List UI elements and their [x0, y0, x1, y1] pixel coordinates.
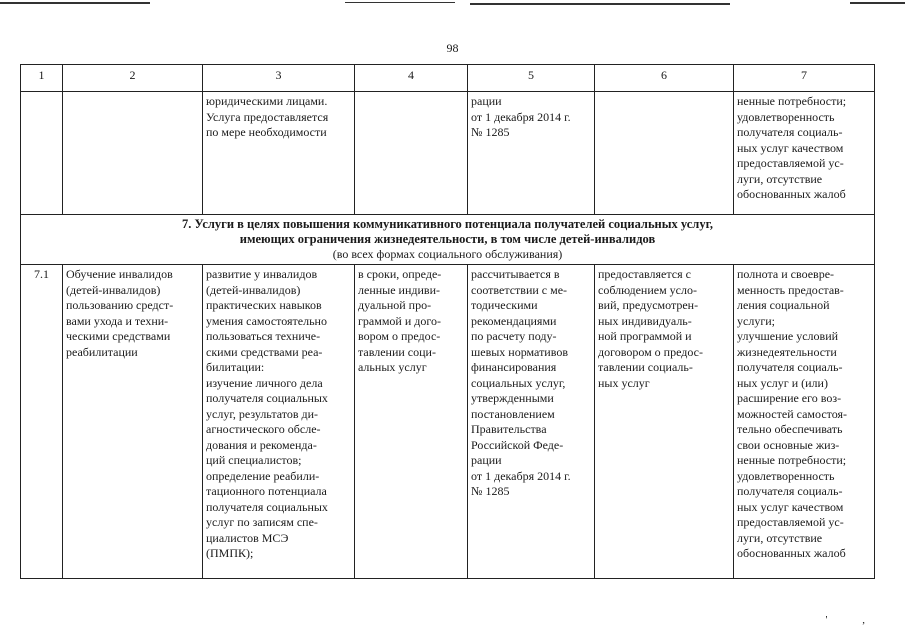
text-line: удовлетворенность [737, 468, 835, 483]
header-cell: 7 [734, 65, 875, 92]
cell-terms [355, 92, 468, 215]
section-subtitle: (во всех формах социального обслуживания) [332, 247, 563, 261]
text-line: луги, отсутствие [737, 530, 823, 545]
cell-number [21, 92, 63, 215]
text-line: ческими средствами [66, 329, 171, 343]
text-line: обоснованных жалоб [737, 187, 846, 201]
text-line: ных услуг и (или) [737, 375, 828, 390]
text-line: удовлетворенность [737, 109, 835, 124]
text-line: Услуга предоставляется [206, 109, 329, 124]
text-line: ненные потребности; [737, 94, 847, 108]
text-line: расширение его воз- [737, 391, 842, 405]
scan-artifact [850, 2, 905, 4]
text-line: в сроки, опреде- [358, 267, 442, 281]
text-line: граммой и дого- [358, 313, 442, 328]
text-line: билитации: [206, 360, 265, 374]
text-line: услуги; [737, 313, 775, 328]
header-cell: 5 [468, 65, 595, 92]
text-line: дования и рекоменда- [206, 437, 317, 452]
scan-artifact [470, 3, 730, 5]
cell-conditions [595, 265, 734, 579]
text-line: вором о предос- [358, 329, 441, 343]
header-cell: 1 [21, 65, 63, 92]
text-line: рации [471, 453, 502, 467]
text-line: (детей-инвалидов) [206, 282, 301, 297]
text-line: по расчету поду- [471, 329, 557, 343]
text-line: пользованию средст- [66, 298, 174, 312]
text-line: циалистов МСЭ [206, 530, 289, 545]
text-line: от 1 декабря 2014 г. [471, 109, 571, 124]
cell-quality [734, 92, 875, 215]
page-number: 98 [446, 41, 459, 55]
text-line: реабилитации [66, 344, 138, 359]
text-line: предоставляемой ус- [737, 515, 844, 529]
text-line: вами ухода и техни- [66, 313, 169, 328]
cell-description [203, 265, 355, 579]
text-line: Российской Феде- [471, 437, 564, 452]
cell-conditions [595, 92, 734, 215]
text-line: изучение личного дела [206, 375, 323, 390]
text-line: (детей-инвалидов) [66, 282, 161, 297]
text-line: полнота и своевре- [737, 267, 835, 281]
text-line: от 1 декабря 2014 г. [471, 468, 571, 483]
text-line: развитие у инвалидов [206, 267, 318, 281]
text-line: ных индивидуаль- [598, 313, 692, 328]
text-line: дуальной про- [358, 298, 432, 312]
text-line: тодическими [471, 298, 538, 312]
text-line: Правительства [471, 422, 547, 436]
cell-service-name [63, 265, 203, 579]
header-cell: 3 [203, 65, 355, 92]
text-line: ления социальной [737, 298, 830, 312]
table-row-7-1 [21, 265, 875, 579]
text-line: тавлении соци- [358, 344, 436, 359]
text-line: рации [471, 94, 502, 108]
text-line: определение реабили- [206, 468, 320, 483]
text-line: социальных услуг, [471, 375, 566, 390]
text-line: рекомендациями [471, 313, 557, 328]
scan-artifact [0, 2, 150, 4]
text-line: Обучение инвалидов [66, 267, 173, 281]
text-line: № 1285 [471, 484, 510, 498]
text-line: тационного потенциала [206, 484, 327, 498]
text-line: получателя социальных [206, 391, 328, 405]
text-line: скими средствами реа- [206, 344, 323, 359]
text-line: пользоваться техниче- [206, 329, 321, 343]
text-line: ных услуг [598, 375, 650, 390]
text-line: предоставляемой ус- [737, 156, 844, 170]
text-line: улучшение условий [737, 329, 839, 343]
text-line: услуг по записям спе- [206, 515, 318, 529]
text-line: шевых нормативов [471, 344, 568, 359]
cell-description [203, 92, 355, 215]
section-title-line: 7. Услуги в целях повышения коммуникативного потенциала получателей социальных услуг, [182, 217, 713, 231]
text-line: ций специалистов; [206, 453, 302, 467]
text-line: ненные потребности; [737, 453, 847, 467]
text-line: соблюдением усло- [598, 282, 697, 297]
text-line: вий, предусмотрен- [598, 298, 699, 312]
text-line: ных услуг качеством [737, 499, 844, 514]
text-line: рассчитывается в [471, 267, 560, 281]
column-number-header [21, 65, 875, 92]
text-line: ных услуг качеством [737, 140, 844, 155]
text-line: менность предостав- [737, 282, 844, 297]
text-line: (ПМПК); [206, 546, 254, 560]
text-line: тавлении социаль- [598, 360, 693, 374]
text-line: получателя социаль- [737, 484, 843, 498]
table-row-continued [21, 92, 875, 215]
header-cell: 4 [355, 65, 468, 92]
text-line: ленные индиви- [358, 282, 441, 297]
text-line: по мере необходимости [206, 125, 327, 139]
text-line: предоставляется с [598, 267, 691, 281]
text-line: договором о предос- [598, 344, 703, 359]
text-line: соответствии с ме- [471, 282, 568, 297]
text-line: обоснованных жалоб [737, 546, 846, 560]
text-line: № 1285 [471, 125, 510, 139]
text-line: постановлением [471, 406, 555, 421]
text-line: агностического обсле- [206, 422, 321, 436]
header-cell: 2 [63, 65, 203, 92]
header-cell: 6 [595, 65, 734, 92]
text-line: альных услуг [358, 360, 427, 374]
section-title-line: имеющих ограничения жизнедеятельности, в том числе детей-инвалидов [239, 232, 656, 246]
text-line: ной программой и [598, 329, 692, 343]
text-line: практических навыков [206, 298, 322, 312]
section-heading [21, 215, 875, 265]
cell-service-name [63, 92, 203, 215]
text-line: получателя социальных [206, 499, 328, 514]
text-line: луги, отсутствие [737, 171, 823, 186]
cell-tariff [468, 92, 595, 215]
footer-marks: ' , [825, 614, 881, 626]
scan-artifact [345, 2, 455, 3]
cell-number: 7.1 [21, 265, 63, 579]
section-heading-row [21, 215, 875, 265]
cell-tariff [468, 265, 595, 579]
text-line: утвержденными [471, 391, 554, 405]
services-table [20, 64, 875, 579]
text-line: получателя социаль- [737, 360, 843, 374]
cell-quality [734, 265, 875, 579]
text-line: финансирования [471, 360, 557, 374]
text-line: можностей самостоя- [737, 406, 848, 421]
text-line: свои основные жиз- [737, 437, 840, 452]
text-line: услуг, результатов ди- [206, 406, 319, 421]
text-line: умения самостоятельно [206, 313, 327, 328]
text-line: получателя социаль- [737, 125, 843, 139]
text-line: тельно обеспечивать [737, 422, 843, 436]
text-line: юридическими лицами. [206, 94, 328, 108]
text-line: жизнедеятельности [737, 344, 837, 359]
cell-terms [355, 265, 468, 579]
